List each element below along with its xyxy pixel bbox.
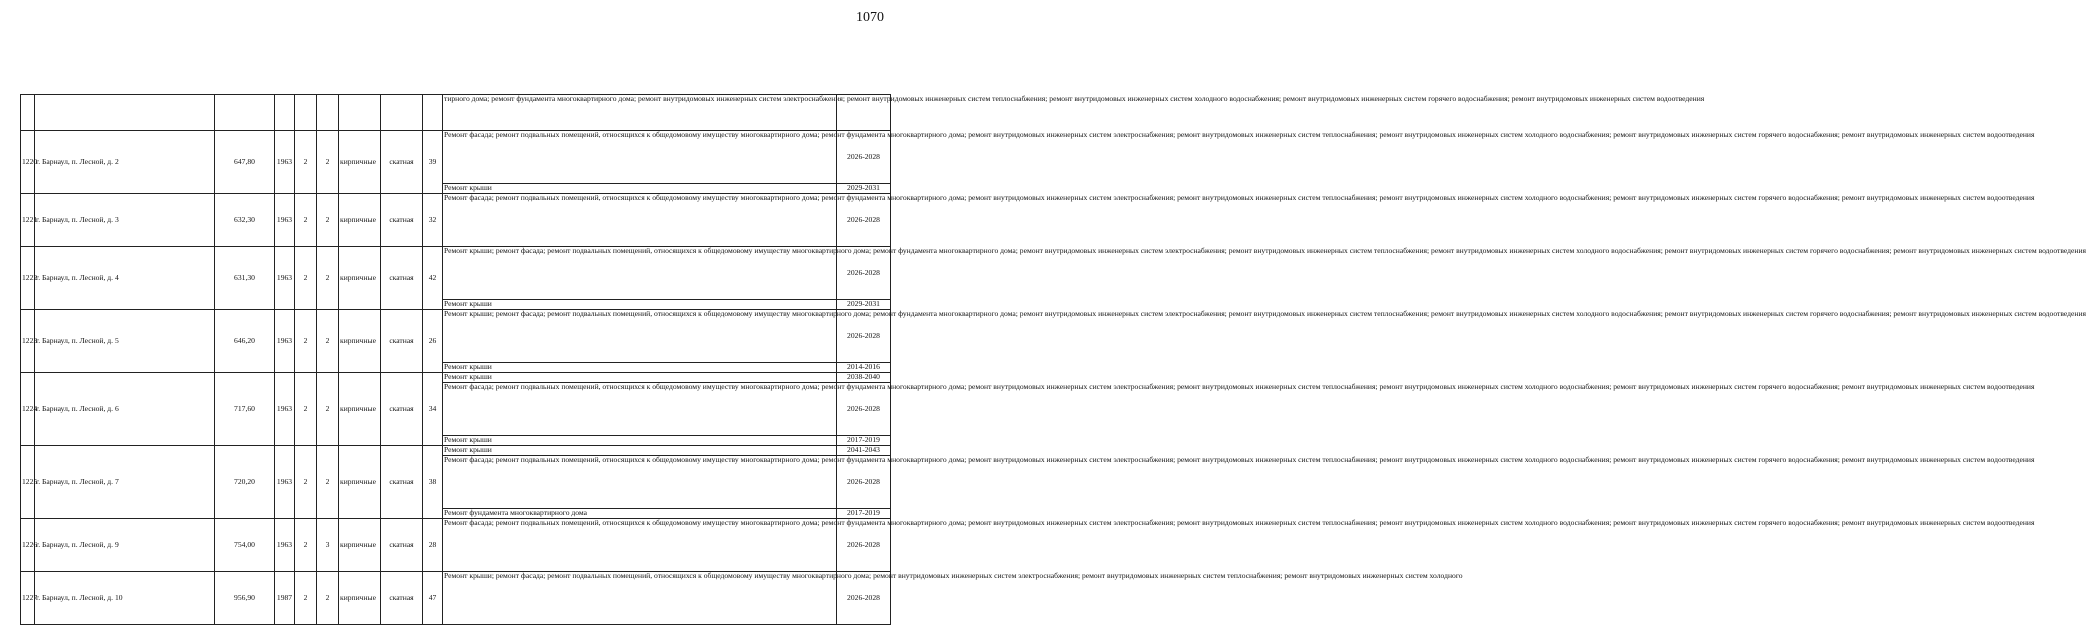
table-body [21, 94, 2086, 625]
total-area: 754,00 [215, 519, 275, 572]
repair-period: 2026-2028 [837, 247, 891, 300]
address: г. Барнаул, п. Лесной, д. 10 [35, 572, 215, 625]
floors: 2 [295, 247, 317, 310]
work-text: Ремонт фундамента многоквартирного дома [444, 508, 588, 517]
work-description [443, 436, 837, 446]
floors: 2 [295, 519, 317, 572]
residents: 47 [423, 572, 443, 625]
residents: 38 [423, 446, 443, 519]
table-row [21, 572, 891, 625]
work-text: Ремонт крыши [444, 445, 492, 454]
address: г. Барнаул, п. Лесной, д. 5 [35, 310, 215, 373]
entrances: 2 [317, 373, 339, 446]
repair-period: 2026-2028 [837, 310, 891, 363]
build-year: 1963 [275, 131, 295, 194]
work-description [443, 446, 837, 456]
residents-cell [423, 95, 443, 131]
table-row [21, 446, 891, 456]
work-text: Ремонт фасада; ремонт подвальных помещений, относящихся к общедомовому имуществу многоквартирного дома; ремонт фундамента многоквартирного дома; ремонт внутридомовых инженерных систем электроснабжения; ремонт внутридомовых инженерных систем теплоснабжения; ремонт внутридомовых инженерных систем холодного водоснабжения; ремонт внутридомовых инженерных систем горячего водоснабжения; ремонт внутридомовых инженерных систем водоотведения [444, 382, 2035, 391]
address: г. Барнаул, п. Лесной, д. 9 [35, 519, 215, 572]
wall-material: кирпичные [339, 131, 381, 194]
roof-type: скатная [381, 131, 423, 194]
table-row [21, 194, 891, 247]
repair-period: 2026-2028 [837, 194, 891, 247]
repair-period: 2041-2043 [837, 446, 891, 456]
build-year: 1963 [275, 247, 295, 310]
address: г. Барнаул, п. Лесной, д. 2 [35, 131, 215, 194]
row-number: 1221 [21, 194, 35, 247]
build-year: 1963 [275, 194, 295, 247]
wall-material: кирпичные [339, 519, 381, 572]
build-year: 1963 [275, 519, 295, 572]
residents: 39 [423, 131, 443, 194]
repair-period: 2029-2031 [837, 184, 891, 194]
wall-material: кирпичные [339, 572, 381, 625]
floors-cell [295, 95, 317, 131]
row-number: 1223 [21, 310, 35, 373]
total-area: 646,20 [215, 310, 275, 373]
work-text: Ремонт крыши [444, 299, 492, 308]
floors: 2 [295, 310, 317, 373]
address-cell [35, 95, 215, 131]
wall-material: кирпичные [339, 446, 381, 519]
row-number: 1225 [21, 446, 35, 519]
roof-type: скатная [381, 310, 423, 373]
total-area: 720,20 [215, 446, 275, 519]
total-area: 717,60 [215, 373, 275, 446]
residents: 28 [423, 519, 443, 572]
repair-period: 2017-2019 [837, 509, 891, 519]
row-number: 1226 [21, 519, 35, 572]
work-description [443, 363, 837, 373]
repair-period: 2029-2031 [837, 300, 891, 310]
roof-type: скатная [381, 247, 423, 310]
work-text: Ремонт фасада; ремонт подвальных помещений, относящихся к общедомовому имуществу многоквартирного дома; ремонт фундамента многоквартирного дома; ремонт внутридомовых инженерных систем электроснабжения; ремонт внутридомовых инженерных систем теплоснабжения; ремонт внутридомовых инженерных систем холодного водоснабжения; ремонт внутридомовых инженерных систем горячего водоснабжения; ремонт внутридомовых инженерных систем водоотведения [444, 455, 2035, 464]
table-row [21, 310, 891, 363]
wall-material: кирпичные [339, 373, 381, 446]
build-year: 1963 [275, 310, 295, 373]
work-text: Ремонт фасада; ремонт подвальных помещений, относящихся к общедомовому имуществу многоквартирного дома; ремонт фундамента многоквартирного дома; ремонт внутридомовых инженерных систем электроснабжения; ремонт внутридомовых инженерных систем теплоснабжения; ремонт внутридомовых инженерных систем холодного водоснабжения; ремонт внутридомовых инженерных систем горячего водоснабжения; ремонт внутридомовых инженерных систем водоотведения [444, 518, 2035, 527]
floors: 2 [295, 373, 317, 446]
address: г. Барнаул, п. Лесной, д. 6 [35, 373, 215, 446]
repair-period: 2026-2028 [837, 456, 891, 509]
total-area: 647,80 [215, 131, 275, 194]
floors: 2 [295, 446, 317, 519]
work-text: Ремонт фасада; ремонт подвальных помещений, относящихся к общедомовому имуществу многоквартирного дома; ремонт фундамента многоквартирного дома; ремонт внутридомовых инженерных систем электроснабжения; ремонт внутридомовых инженерных систем теплоснабжения; ремонт внутридомовых инженерных систем холодного водоснабжения; ремонт внутридомовых инженерных систем горячего водоснабжения; ремонт внутридомовых инженерных систем водоотведения [444, 193, 2035, 202]
address: г. Барнаул, п. Лесной, д. 3 [35, 194, 215, 247]
table-row [21, 247, 891, 300]
roof-type: скатная [381, 194, 423, 247]
residents: 42 [423, 247, 443, 310]
entrances: 2 [317, 446, 339, 519]
entrances: 2 [317, 572, 339, 625]
build-year: 1963 [275, 446, 295, 519]
work-description [443, 300, 837, 310]
continuation-row [21, 95, 891, 131]
work-description [443, 509, 837, 519]
entrances: 2 [317, 194, 339, 247]
row-number: 1227 [21, 572, 35, 625]
wall-material: кирпичные [339, 247, 381, 310]
wall-material: кирпичные [339, 194, 381, 247]
roof-type: скатная [381, 446, 423, 519]
floors: 2 [295, 131, 317, 194]
row-number: 1220 [21, 131, 35, 194]
walls-cell [339, 95, 381, 131]
work-text: Ремонт крыши; ремонт фасада; ремонт подвальных помещений, относящихся к общедомовому имуществу многоквартирного дома; ремонт фундамента многоквартирного дома; ремонт внутридомовых инженерных систем электроснабжения; ремонт внутридомовых инженерных систем теплоснабжения; ремонт внутридомовых инженерных систем холодного водоснабжения; ремонт внутридомовых инженерных систем горячего водоснабжения; ремонт внутридомовых инженерных систем водоотведения [444, 246, 2086, 255]
work-text: тирного дома; ремонт фундамента многоквартирного дома; ремонт внутридомовых инженерных систем электроснабжения; ремонт внутридомовых инженерных систем теплоснабжения; ремонт внутридомовых инженерных систем холодного водоснабжения; ремонт внутридомовых инженерных систем горячего водоснабжения; ремонт внутридомовых инженерных систем водоотведения [444, 94, 1705, 103]
repair-period: 2038-2040 [837, 373, 891, 383]
repair-period: 2026-2028 [837, 519, 891, 572]
area-cell [215, 95, 275, 131]
table-row [21, 519, 891, 572]
residents: 26 [423, 310, 443, 373]
entrances: 2 [317, 310, 339, 373]
address: г. Барнаул, п. Лесной, д. 4 [35, 247, 215, 310]
work-text: Ремонт крыши; ремонт фасада; ремонт подвальных помещений, относящихся к общедомовому имуществу многоквартирного дома; ремонт внутридомовых инженерных систем электроснабжения; ремонт внутридомовых инженерных систем теплоснабжения; ремонт внутридомовых инженерных систем холодного [444, 571, 1463, 580]
work-text: Ремонт крыши; ремонт фасада; ремонт подвальных помещений, относящихся к общедомовому имуществу многоквартирного дома; ремонт фундамента многоквартирного дома; ремонт внутридомовых инженерных систем электроснабжения; ремонт внутридомовых инженерных систем теплоснабжения; ремонт внутридомовых инженерных систем холодного водоснабжения; ремонт внутридомовых инженерных систем горячего водоснабжения; ремонт внутридомовых инженерных систем водоотведения [444, 309, 2086, 318]
work-description [443, 373, 837, 383]
repair-period: 2017-2019 [837, 436, 891, 446]
roof-type: скатная [381, 373, 423, 446]
table-row [21, 131, 891, 184]
row-number: 1222 [21, 247, 35, 310]
floors: 2 [295, 572, 317, 625]
total-area: 631,30 [215, 247, 275, 310]
entrances: 3 [317, 519, 339, 572]
floors: 2 [295, 194, 317, 247]
roof-type: скатная [381, 519, 423, 572]
work-text: Ремонт крыши [444, 362, 492, 371]
entrances: 2 [317, 247, 339, 310]
year-cell [275, 95, 295, 131]
registry-table [20, 94, 2086, 625]
repair-period: 2026-2028 [837, 131, 891, 184]
total-area: 956,90 [215, 572, 275, 625]
address: г. Барнаул, п. Лесной, д. 7 [35, 446, 215, 519]
work-description [443, 184, 837, 194]
roof-cell [381, 95, 423, 131]
row-number: 1224 [21, 373, 35, 446]
repair-period: 2014-2016 [837, 363, 891, 373]
work-text: Ремонт крыши [444, 372, 492, 381]
total-area: 632,30 [215, 194, 275, 247]
work-text: Ремонт фасада; ремонт подвальных помещений, относящихся к общедомовому имуществу многоквартирного дома; ремонт фундамента многоквартирного дома; ремонт внутридомовых инженерных систем электроснабжения; ремонт внутридомовых инженерных систем теплоснабжения; ремонт внутридомовых инженерных систем холодного водоснабжения; ремонт внутридомовых инженерных систем горячего водоснабжения; ремонт внутридомовых инженерных систем водоотведения [444, 130, 2035, 139]
entrances-cell [317, 95, 339, 131]
build-year: 1987 [275, 572, 295, 625]
num-cell [21, 95, 35, 131]
roof-type: скатная [381, 572, 423, 625]
residents: 32 [423, 194, 443, 247]
wall-material: кирпичные [339, 310, 381, 373]
work-text: Ремонт крыши [444, 183, 492, 192]
residents: 34 [423, 373, 443, 446]
build-year: 1963 [275, 373, 295, 446]
work-text: Ремонт крыши [444, 435, 492, 444]
work-cell [443, 94, 1705, 131]
repair-period: 2026-2028 [837, 572, 891, 625]
repair-period: 2026-2028 [837, 383, 891, 436]
page-number: 1070 [856, 10, 884, 25]
table-row [21, 373, 891, 383]
entrances: 2 [317, 131, 339, 194]
